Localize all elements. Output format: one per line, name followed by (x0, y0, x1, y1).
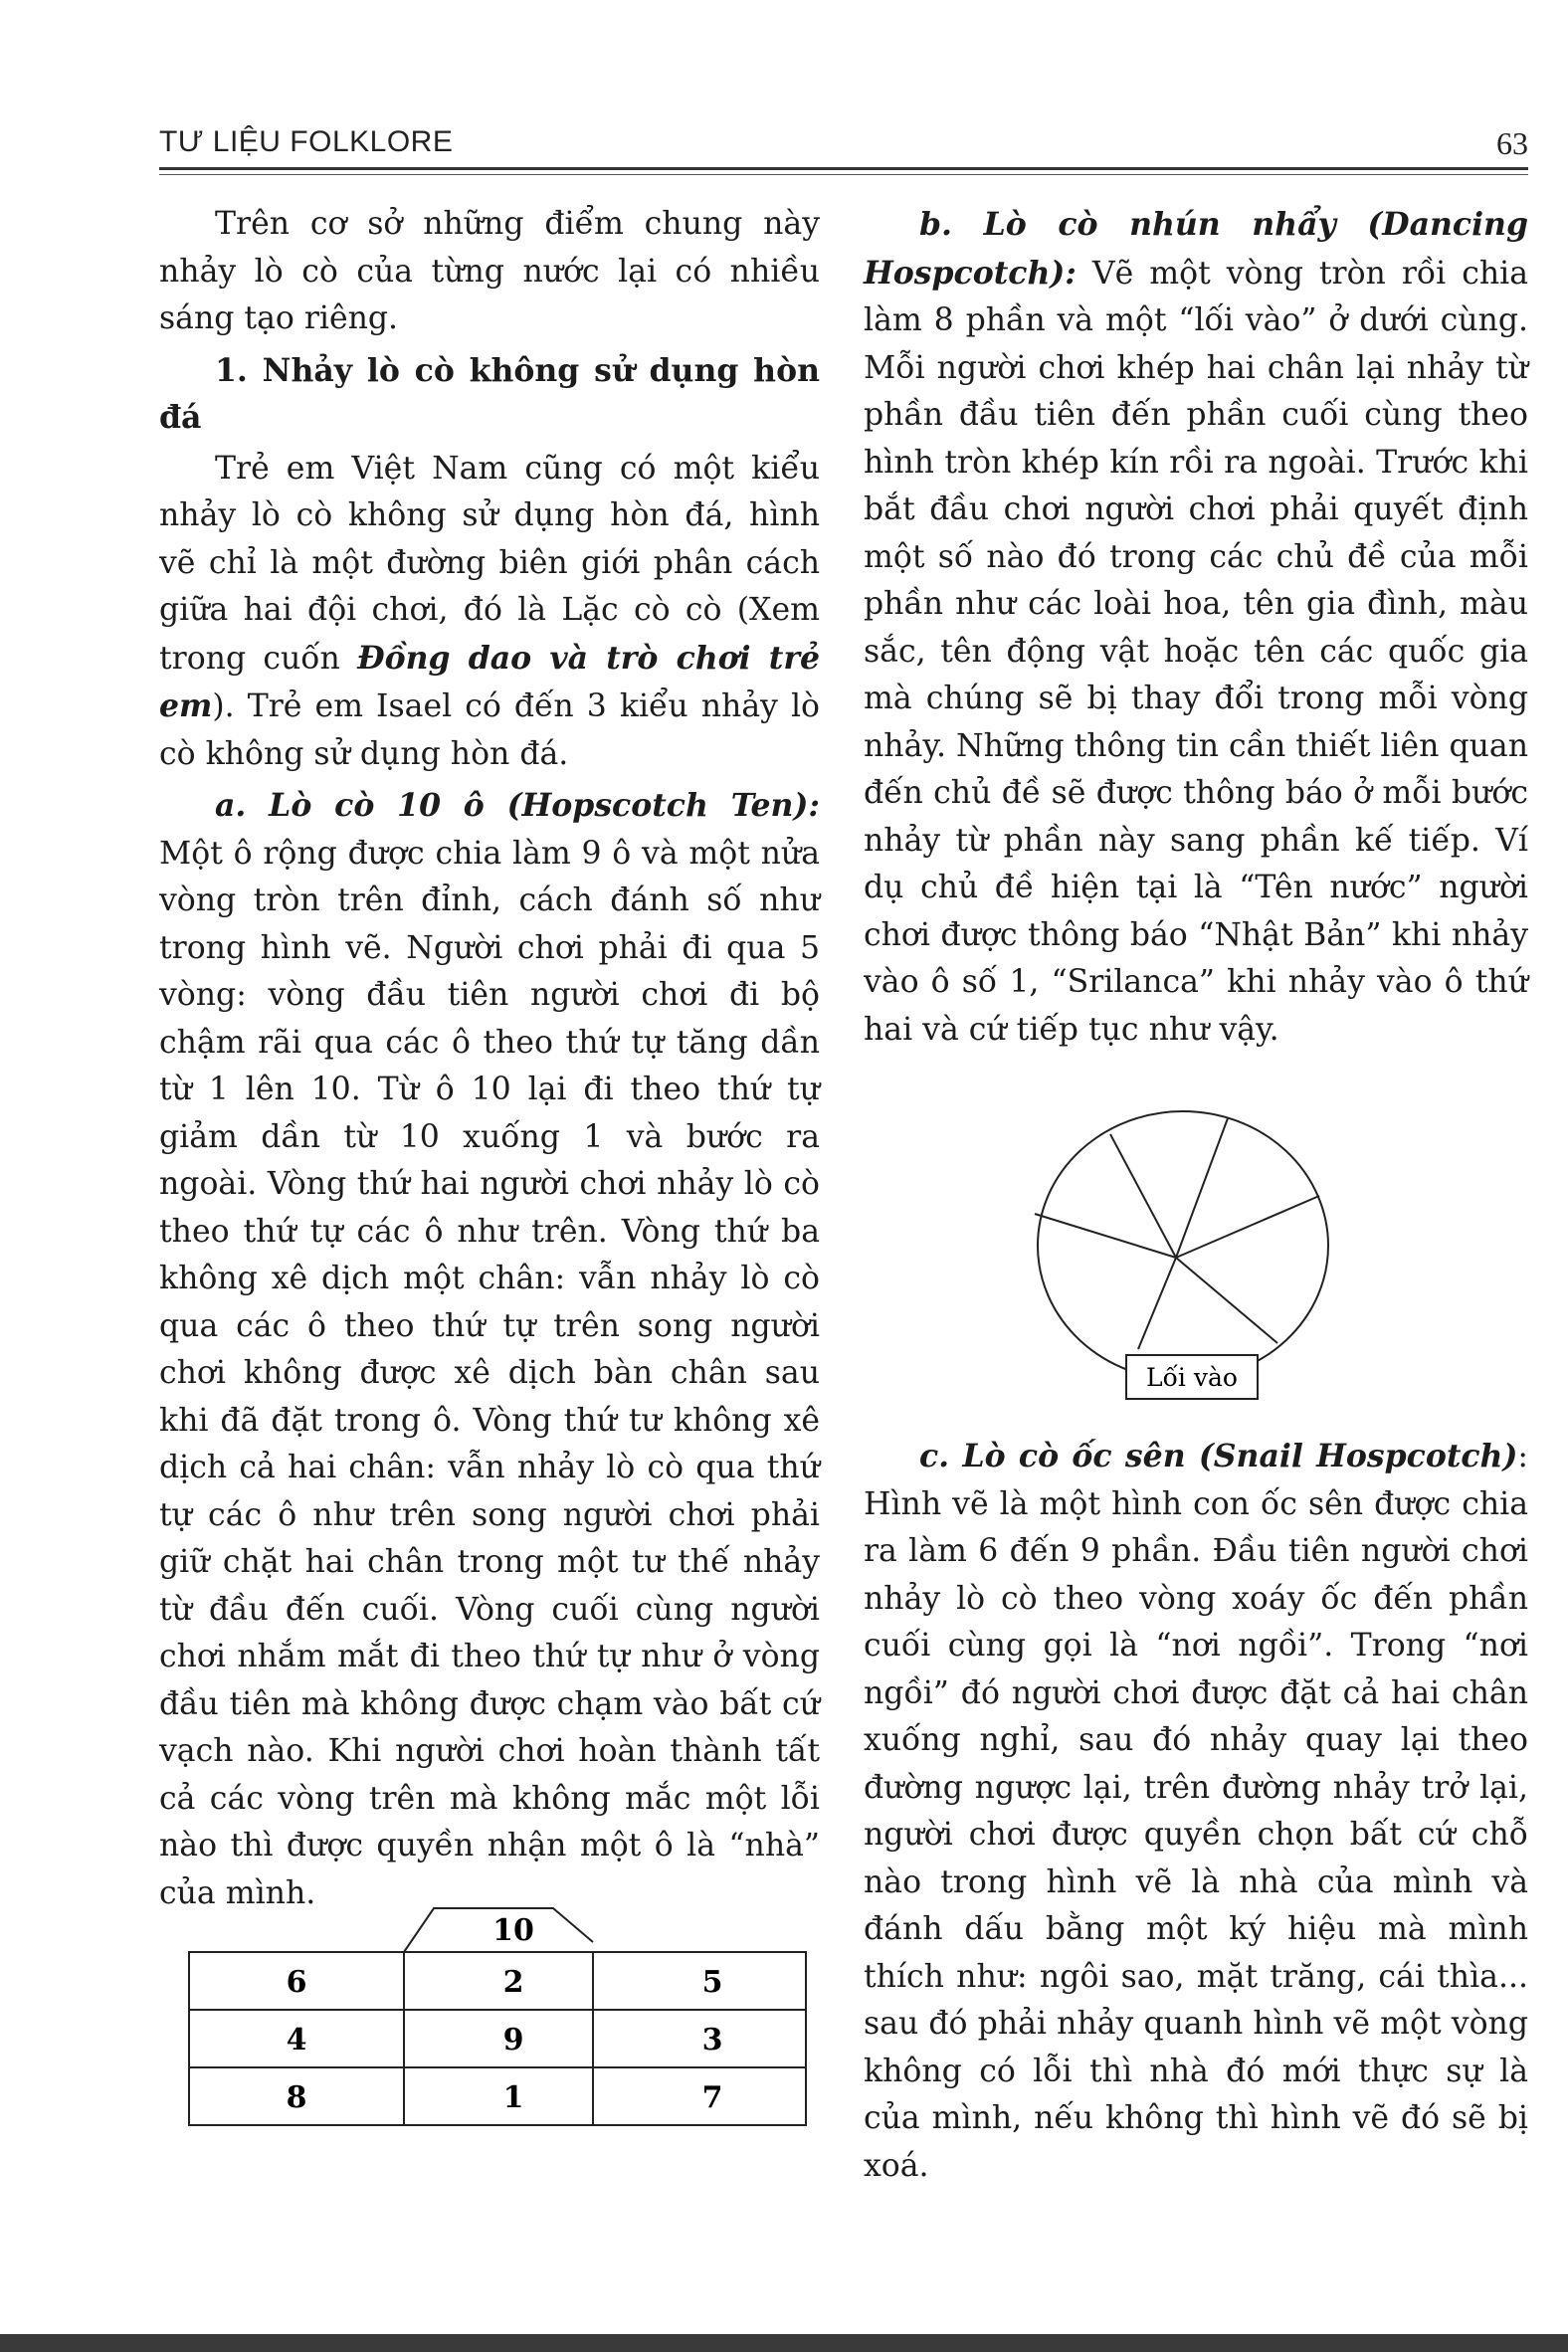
cell: 3 (701, 2023, 723, 2058)
text-run: Một ô rộng được chia làm 9 ô và một nửa vòng tròn trên đỉnh, cách đánh số như trong hình vẽ. Người chơi phải đi qua 5 vòng: vòng đầu tiên người chơi đi bộ chậm rãi qua các ô theo thứ tự tăng dần từ 1 lên 10. Từ ô 10 lại đi theo thứ tự giảm dần từ 10 xuống 1 và bước ra ngoài. Vòng thứ hai người chơi nhảy lò cò theo thứ tự các ô như trên. Vòng thứ ba không xê dịch một chân: vẫn nhảy lò cò qua các ô theo thứ tự trên song người chơi không được xê dịch bàn chân sau khi đã đặt trong ô. Vòng thứ tư không xê dịch cả hai chân: vẫn nhảy lò cò qua thứ tự các ô như trên song người chơi phải giữ chặt hai chân trong một tư thế nhảy từ đầu đến cuối. Vòng cuối cùng người chơi nhắm mắt đi theo thứ tự như ở vòng đầu tiên mà không được chạm vào bất cứ vạch nào. Khi người chơi hoàn thành tất cả các vòng trên mà không mắc một lỗi nào thì được quyền nhận một ô là “nhà” của mình. (159, 835, 820, 1911)
text-run: : Hình vẽ là một hình con ốc sên được chia ra làm 6 đến 9 phần. Đầu tiên người chơi nhảy lò cò theo vòng xoáy ốc đến phần cuối cùng gọi là “nơi ngồi”. Trong “nơi ngồi” đó người chơi được đặt cả hai chân xuống nghỉ, sau đó nhảy quay lại theo đường ngược lại, trên đường nhảy trở lại, người chơi được quyền chọn bất cứ chỗ nào trong hình vẽ là nhà của mình và đánh dấu bằng một ký hiệu mà mình thích như: ngôi sao, mặt trăng, cái thìa... sau đó phải nhảy quanh hình vẽ một vòng không có lỗi thì nhà đó mới thực sự là của mình, nếu không thì hình vẽ đó sẽ bị xoá. (864, 1439, 1528, 2184)
subsection-title: b. Lò cò nhún nhẩy (Dancing Hospcotch): (864, 206, 1528, 292)
cell: 4 (286, 2023, 307, 2058)
book-title: Đồng dao và trò chơi trẻ em (159, 639, 820, 724)
section-heading: 1. Nhảy lò cò không sử dụng hòn đá (159, 351, 820, 436)
header-rule (159, 167, 1528, 170)
paragraph: Trên cơ sở những điểm chung này nhảy lò cò của từng nước lại có nhiều sáng tạo riêng. (159, 206, 820, 336)
cell: 8 (286, 2080, 307, 2115)
paragraph (159, 782, 820, 1917)
dancing-hopscotch-diagram (1029, 1106, 1337, 1411)
cell: 7 (701, 2080, 723, 2115)
right-column-lower (864, 1433, 1528, 2190)
subsection-title: a. Lò cò 10 ô (Hopscotch Ten): (215, 787, 820, 824)
cell: 2 (502, 1965, 524, 2000)
entrance-label: Lối vào (1146, 1363, 1238, 1392)
right-column (864, 201, 1528, 1054)
cell: 6 (286, 1965, 307, 2000)
paragraph (159, 446, 820, 779)
left-column (159, 201, 820, 1917)
hopscotch-ten-diagram (185, 1900, 810, 2129)
cell: 9 (502, 2023, 524, 2058)
page-number: 63 (1496, 125, 1528, 161)
cell-10: 10 (492, 1913, 534, 1948)
scan-edge (0, 2334, 1568, 2352)
text-run: Trẻ em Việt Nam cũng có một kiểu nhảy lò cò không sử dụng hòn đá, hình vẽ chỉ là một đường biên giới phân cách giữa hai đội chơi, đó là Lặc cò cò (Xem trong cuốn (159, 450, 820, 677)
cell: 5 (701, 1965, 723, 2000)
paragraph (864, 1433, 1528, 2190)
running-head: TƯ LIỆU FOLKLORE (159, 125, 454, 158)
paragraph (864, 201, 1528, 1054)
text-run: Vẽ một vòng tròn rồi chia làm 8 phần và một “lối vào” ở dưới cùng. Mỗi người chơi khép hai chân lại nhảy từ phần đầu tiên đến phần cuối cùng theo hình tròn khép kín rồi ra ngoài. Trước khi bắt đầu chơi người chơi phải quyết định một số nào đó trong các chủ đề của mỗi phần như các loài hoa, tên gia đình, màu sắc, tên động vật hoặc tên các quốc gia mà chúng sẽ bị thay đổi trong mỗi vòng nhảy. Những thông tin cần thiết liên quan đến chủ đề sẽ được thông báo ở mỗi bước nhảy từ phần này sang phần kế tiếp. Ví dụ chủ đề hiện tại là “Tên nước” người chơi được thông báo “Nhật Bản” khi nhảy vào ô số 1, “Srilanca” khi nhảy vào ô thứ hai và cứ tiếp tục như vậy. (864, 255, 1528, 1048)
subsection-title: c. Lò cò ốc sên (Snail Hospcotch) (919, 1438, 1518, 1474)
circle-outline (1038, 1111, 1328, 1380)
text-run: ). Trẻ em Isael có đến 3 kiểu nhảy lò cò không sử dụng hòn đá. (159, 688, 820, 772)
page-header (159, 121, 1528, 163)
header-rule-thin (159, 174, 1528, 175)
cell: 1 (502, 2080, 524, 2115)
